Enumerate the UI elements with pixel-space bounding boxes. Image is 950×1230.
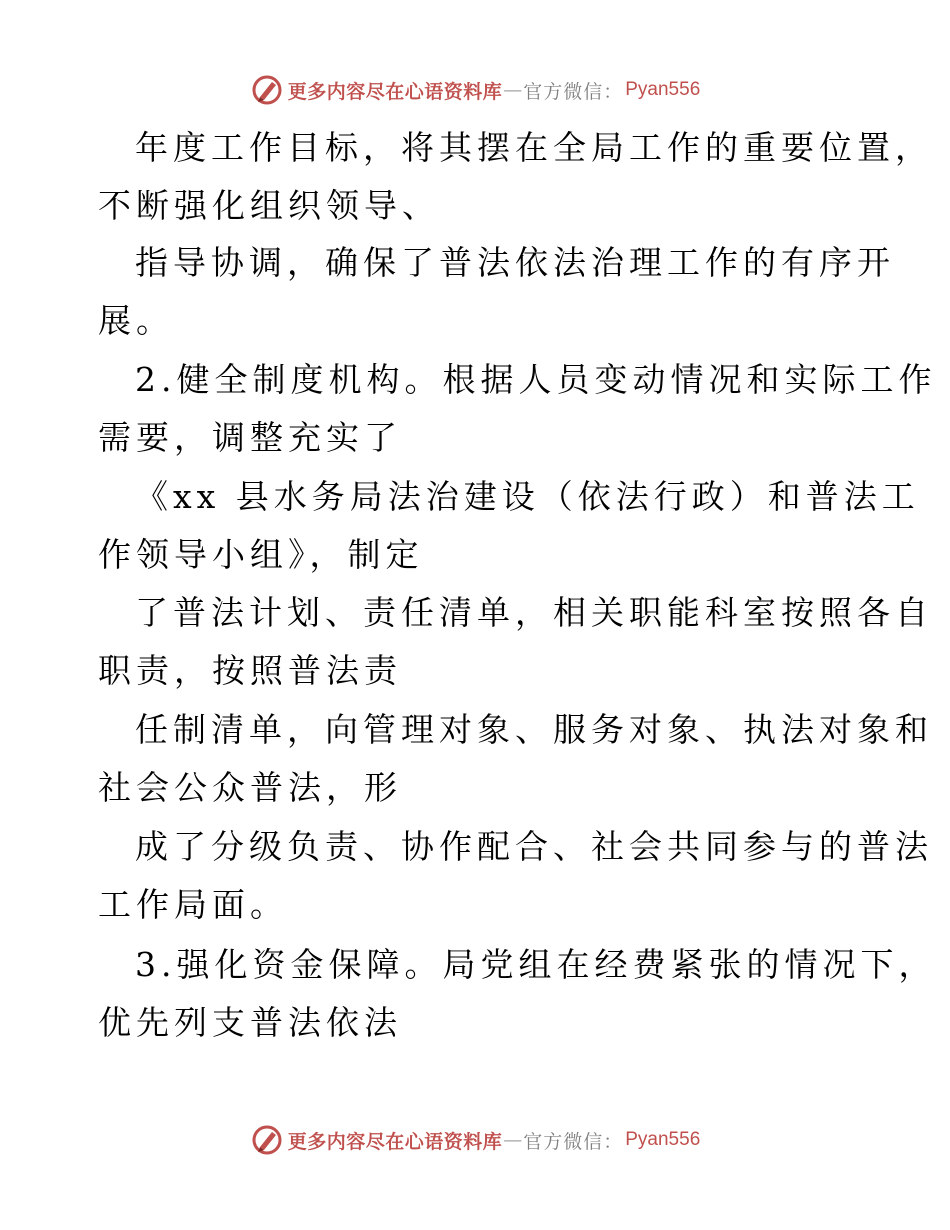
footer-watermark bbox=[0, 1120, 950, 1160]
body-line-9: 了普法计划、责任清单，相关职能科室按照各自 bbox=[135, 593, 933, 632]
body-line-11: 任制清单，向管理对象、服务对象、执法对象和 bbox=[135, 710, 933, 749]
body-line-15: 3.强化资金保障。局党组在经费紧张的情况下， bbox=[135, 945, 937, 984]
footer-brand-text: 更多内容尽在心语资料库 bbox=[287, 1130, 503, 1153]
pen-logo-icon bbox=[250, 1123, 284, 1157]
body-line-4: 展。 bbox=[98, 301, 174, 340]
body-line-8: 作领导小组》，制定 bbox=[98, 535, 424, 574]
header-wechat-label: 官方微信： bbox=[523, 80, 624, 103]
body-line-10: 职责，按照普法责 bbox=[98, 651, 402, 690]
body-line-1: 年度工作目标，将其摆在全局工作的重要位置， bbox=[135, 128, 933, 167]
body-line-7: 《xx 县水务局法治建设（依法行政）和普法工 bbox=[135, 477, 920, 516]
header-dash: — bbox=[503, 79, 523, 101]
body-line-6: 需要，调整充实了 bbox=[98, 418, 402, 457]
footer-wechat-label: 官方微信： bbox=[523, 1130, 624, 1153]
body-line-13: 成了分级负责、协作配合、社会共同参与的普法 bbox=[135, 827, 933, 866]
header-watermark bbox=[0, 70, 950, 110]
body-line-14: 工作局面。 bbox=[98, 885, 288, 924]
body-line-12: 社会公众普法，形 bbox=[98, 768, 402, 807]
pen-logo-icon bbox=[250, 73, 284, 107]
header-wechat-account: Pyan556 bbox=[625, 79, 701, 100]
footer-dash: — bbox=[503, 1129, 523, 1151]
body-line-2: 不断强化组织领导、 bbox=[98, 186, 440, 225]
body-line-5: 2.健全制度机构。根据人员变动情况和实际工作 bbox=[135, 360, 937, 399]
body-line-16: 优先列支普法依法 bbox=[98, 1003, 402, 1042]
body-line-3: 指导协调，确保了普法依法治理工作的有序开 bbox=[135, 243, 895, 282]
footer-wechat-account: Pyan556 bbox=[625, 1129, 701, 1150]
header-brand-text: 更多内容尽在心语资料库 bbox=[287, 80, 503, 103]
